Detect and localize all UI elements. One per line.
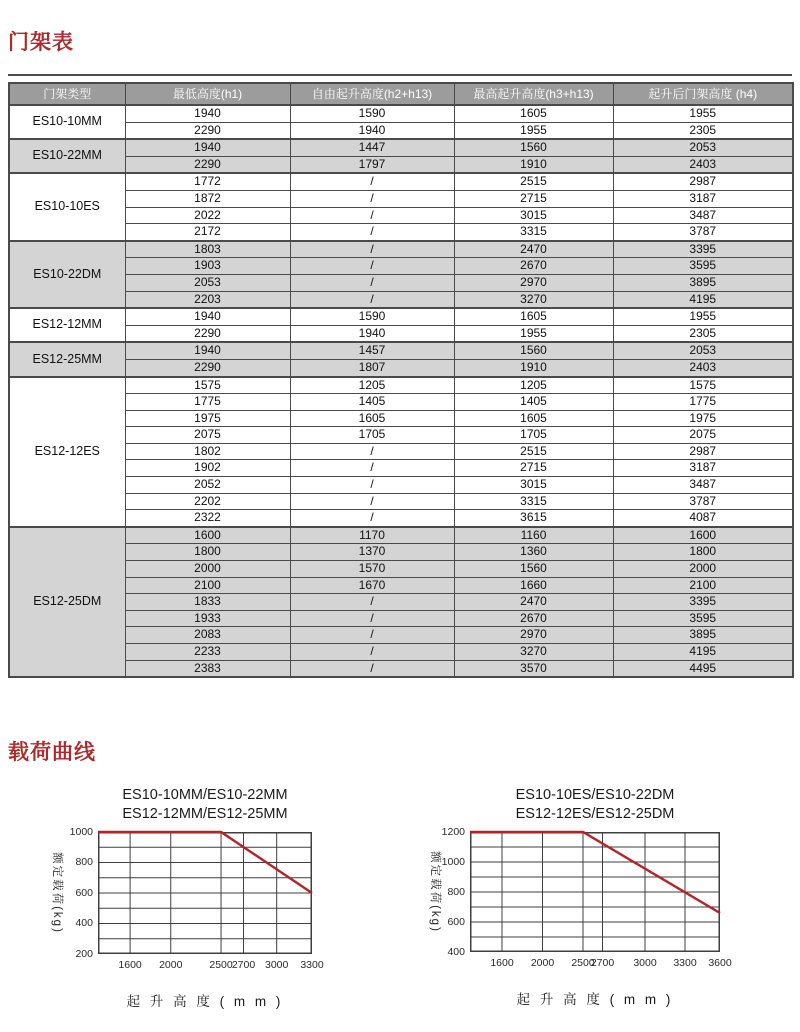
- value-cell: 1560: [454, 139, 613, 156]
- value-cell: 1575: [613, 377, 793, 394]
- value-cell: 2987: [613, 443, 793, 460]
- value-cell: 2305: [613, 325, 793, 342]
- plot-area: [470, 832, 720, 952]
- value-cell: 1705: [454, 427, 613, 444]
- horizontal-rule: [8, 74, 792, 76]
- value-cell: 2305: [613, 122, 793, 139]
- value-cell: 2290: [125, 325, 290, 342]
- value-cell: /: [290, 660, 454, 677]
- value-cell: 3895: [613, 627, 793, 644]
- table-row: [9, 139, 793, 156]
- value-cell: 2403: [613, 156, 793, 173]
- value-cell: 2202: [125, 493, 290, 510]
- model-cell: ES10-10MM: [9, 105, 125, 139]
- value-cell: 2670: [454, 258, 613, 275]
- value-cell: 1775: [125, 394, 290, 411]
- value-cell: 2203: [125, 291, 290, 308]
- chart-title-line: ES12-12ES/ES12-25DM: [515, 806, 675, 822]
- value-cell: /: [290, 610, 454, 627]
- value-cell: 1575: [125, 377, 290, 394]
- table-row: [9, 610, 793, 627]
- value-cell: 2383: [125, 660, 290, 677]
- value-cell: 2000: [613, 561, 793, 578]
- value-cell: /: [290, 627, 454, 644]
- table-row: [9, 460, 793, 477]
- table-row: [9, 561, 793, 578]
- value-cell: /: [290, 274, 454, 291]
- table-row: [9, 394, 793, 411]
- value-cell: 1590: [290, 105, 454, 122]
- column-header: 最高起升高度(h3+h13): [454, 83, 613, 105]
- y-tick-label: 600: [75, 886, 93, 899]
- y-axis-label: 额定载荷(kg): [51, 852, 63, 934]
- value-cell: /: [290, 190, 454, 207]
- x-tick-label: 1600: [490, 957, 514, 969]
- x-tick-label: 2700: [231, 959, 256, 971]
- value-cell: 2970: [454, 274, 613, 291]
- column-header: 起升后门架高度 (h4): [613, 83, 793, 105]
- table-row: [9, 342, 793, 359]
- load-curves-title: 载荷曲线: [8, 741, 96, 764]
- value-cell: 2403: [613, 359, 793, 376]
- value-cell: 2053: [613, 139, 793, 156]
- value-cell: 1803: [125, 241, 290, 258]
- value-cell: 4495: [613, 660, 793, 677]
- value-cell: 3187: [613, 460, 793, 477]
- value-cell: 2515: [454, 443, 613, 460]
- value-cell: 1955: [454, 122, 613, 139]
- table-row: [9, 660, 793, 677]
- value-cell: /: [290, 258, 454, 275]
- value-cell: 2100: [613, 577, 793, 594]
- value-cell: 3270: [454, 291, 613, 308]
- value-cell: /: [290, 291, 454, 308]
- value-cell: 3315: [454, 493, 613, 510]
- plot-area: [98, 832, 312, 954]
- value-cell: 1940: [125, 308, 290, 325]
- value-cell: /: [290, 224, 454, 241]
- model-cell: ES12-25MM: [9, 342, 125, 376]
- model-cell: ES12-12MM: [9, 308, 125, 342]
- value-cell: /: [290, 241, 454, 258]
- x-axis-label: 起 升 高 度 ( m m ): [126, 994, 284, 1009]
- value-cell: 3615: [454, 510, 613, 527]
- value-cell: 2715: [454, 460, 613, 477]
- value-cell: 1955: [613, 308, 793, 325]
- value-cell: 3015: [454, 477, 613, 494]
- model-cell: ES10-22MM: [9, 139, 125, 173]
- value-cell: 2515: [454, 173, 613, 190]
- value-cell: 1872: [125, 190, 290, 207]
- x-tick-label: 3300: [300, 959, 324, 971]
- value-cell: /: [290, 510, 454, 527]
- model-cell: ES10-10ES: [9, 173, 125, 240]
- y-axis-label: 额定载荷(kg): [429, 851, 441, 933]
- value-cell: 1802: [125, 443, 290, 460]
- value-cell: 1205: [454, 377, 613, 394]
- value-cell: 1975: [613, 410, 793, 427]
- value-cell: 2053: [125, 274, 290, 291]
- value-cell: 1902: [125, 460, 290, 477]
- value-cell: 1447: [290, 139, 454, 156]
- value-cell: 1405: [290, 394, 454, 411]
- value-cell: 1955: [454, 325, 613, 342]
- value-cell: 3187: [613, 190, 793, 207]
- value-cell: /: [290, 443, 454, 460]
- chart-title: [470, 786, 720, 824]
- model-cell: ES12-12ES: [9, 377, 125, 527]
- table-row: [9, 644, 793, 661]
- value-cell: 2987: [613, 173, 793, 190]
- table-row: [9, 577, 793, 594]
- table-row: [9, 410, 793, 427]
- table-row: [9, 493, 793, 510]
- table-row: [9, 207, 793, 224]
- value-cell: 3787: [613, 493, 793, 510]
- y-tick-label: 200: [75, 947, 93, 960]
- value-cell: 3015: [454, 207, 613, 224]
- value-cell: 1955: [613, 105, 793, 122]
- x-tick-label: 2500: [571, 957, 595, 969]
- value-cell: 4087: [613, 510, 793, 527]
- value-cell: 3395: [613, 241, 793, 258]
- value-cell: 2100: [125, 577, 290, 594]
- y-tick-label: 400: [75, 917, 93, 929]
- table-row: [9, 594, 793, 611]
- chart-title: [98, 786, 312, 824]
- value-cell: 2322: [125, 510, 290, 527]
- value-cell: 1605: [454, 410, 613, 427]
- value-cell: 1940: [290, 325, 454, 342]
- value-cell: 1797: [290, 156, 454, 173]
- value-cell: 3595: [613, 610, 793, 627]
- value-cell: /: [290, 477, 454, 494]
- value-cell: 2172: [125, 224, 290, 241]
- x-tick-label: 3600: [708, 957, 732, 969]
- value-cell: /: [290, 493, 454, 510]
- x-tick-label: 3000: [633, 957, 657, 969]
- y-tick-label: 1000: [441, 855, 465, 868]
- value-cell: 1933: [125, 610, 290, 627]
- table-row: [9, 377, 793, 394]
- value-cell: 2000: [125, 561, 290, 578]
- x-tick-label: 1600: [118, 959, 142, 971]
- value-cell: 3487: [613, 477, 793, 494]
- column-header: 最低高度(h1): [125, 83, 290, 105]
- table-row: [9, 122, 793, 139]
- value-cell: 1605: [454, 308, 613, 325]
- table-header: [9, 83, 793, 105]
- table-row: [9, 510, 793, 527]
- model-cell: ES12-25DM: [9, 527, 125, 677]
- value-cell: 2290: [125, 122, 290, 139]
- x-tick-label: 3000: [265, 959, 289, 971]
- value-cell: 2290: [125, 359, 290, 376]
- value-cell: 1670: [290, 577, 454, 594]
- value-cell: 1360: [454, 544, 613, 561]
- table-row: [9, 544, 793, 561]
- mast-spec-table: [8, 82, 794, 678]
- value-cell: 1807: [290, 359, 454, 376]
- value-cell: 3315: [454, 224, 613, 241]
- column-header: 门架类型: [9, 83, 125, 105]
- value-cell: 1570: [290, 561, 454, 578]
- value-cell: /: [290, 594, 454, 611]
- value-cell: 1560: [454, 342, 613, 359]
- value-cell: 2083: [125, 627, 290, 644]
- table-row: [9, 359, 793, 376]
- y-tick-label: 800: [447, 885, 465, 898]
- value-cell: 1800: [125, 544, 290, 561]
- value-cell: 1560: [454, 561, 613, 578]
- chart-title-line: ES10-10ES/ES10-22DM: [515, 787, 675, 803]
- value-cell: 1457: [290, 342, 454, 359]
- table-row: [9, 477, 793, 494]
- value-cell: 1903: [125, 258, 290, 275]
- value-cell: 2970: [454, 627, 613, 644]
- x-tick-label: 3300: [673, 957, 697, 969]
- x-tick-label: 2500: [209, 959, 233, 971]
- value-cell: 1940: [125, 105, 290, 122]
- table-row: [9, 627, 793, 644]
- y-tick-label: 600: [447, 915, 465, 928]
- table-row: [9, 291, 793, 308]
- table-header-row: [9, 83, 793, 105]
- value-cell: 1910: [454, 359, 613, 376]
- value-cell: 1775: [613, 394, 793, 411]
- table-row: [9, 173, 793, 190]
- x-axis-label: 起 升 高 度 ( m m ): [516, 992, 674, 1007]
- value-cell: 1940: [125, 342, 290, 359]
- column-header: 自由起升高度(h2+h13): [290, 83, 454, 105]
- chart-title-line: ES12-12MM/ES12-25MM: [122, 806, 288, 822]
- y-tick-label: 400: [447, 945, 465, 958]
- table-row: [9, 443, 793, 460]
- value-cell: /: [290, 173, 454, 190]
- table-row: [9, 308, 793, 325]
- value-cell: 1910: [454, 156, 613, 173]
- value-cell: 2470: [454, 594, 613, 611]
- y-tick-label: 1200: [441, 825, 465, 838]
- value-cell: 1600: [613, 527, 793, 544]
- x-tick-label: 2000: [530, 957, 555, 969]
- value-cell: 1205: [290, 377, 454, 394]
- value-cell: 1170: [290, 527, 454, 544]
- table-row: [9, 156, 793, 173]
- table-row: [9, 190, 793, 207]
- value-cell: 2075: [125, 427, 290, 444]
- value-cell: 2022: [125, 207, 290, 224]
- x-tick-label: 2700: [590, 957, 615, 969]
- value-cell: 1160: [454, 527, 613, 544]
- value-cell: 1600: [125, 527, 290, 544]
- value-cell: 2290: [125, 156, 290, 173]
- mast-table-title: 门架表: [8, 31, 74, 54]
- value-cell: 1705: [290, 427, 454, 444]
- value-cell: 1660: [454, 577, 613, 594]
- value-cell: 1940: [125, 139, 290, 156]
- value-cell: 1605: [454, 105, 613, 122]
- value-cell: 1405: [454, 394, 613, 411]
- value-cell: 3270: [454, 644, 613, 661]
- value-cell: 3895: [613, 274, 793, 291]
- value-cell: 3570: [454, 660, 613, 677]
- value-cell: 2233: [125, 644, 290, 661]
- value-cell: 2670: [454, 610, 613, 627]
- value-cell: 1772: [125, 173, 290, 190]
- value-cell: 2075: [613, 427, 793, 444]
- value-cell: 2053: [613, 342, 793, 359]
- value-cell: /: [290, 207, 454, 224]
- load-curve-chart-es-dm: [408, 786, 738, 1026]
- y-tick-label: 800: [75, 856, 93, 868]
- value-cell: 3787: [613, 224, 793, 241]
- value-cell: 1833: [125, 594, 290, 611]
- table-row: [9, 274, 793, 291]
- value-cell: 1590: [290, 308, 454, 325]
- table-row: [9, 258, 793, 275]
- table-row: [9, 105, 793, 122]
- x-tick-label: 2000: [159, 959, 183, 971]
- value-cell: 1370: [290, 544, 454, 561]
- value-cell: 3487: [613, 207, 793, 224]
- value-cell: 2052: [125, 477, 290, 494]
- value-cell: 4195: [613, 644, 793, 661]
- table-row: [9, 527, 793, 544]
- chart-title-line: ES10-10MM/ES10-22MM: [122, 787, 288, 803]
- value-cell: 1975: [125, 410, 290, 427]
- table-row: [9, 224, 793, 241]
- model-cell: ES10-22DM: [9, 241, 125, 308]
- value-cell: 1800: [613, 544, 793, 561]
- y-tick-label: 1000: [69, 825, 93, 838]
- value-cell: 4195: [613, 291, 793, 308]
- value-cell: 1940: [290, 122, 454, 139]
- value-cell: /: [290, 460, 454, 477]
- value-cell: 2715: [454, 190, 613, 207]
- value-cell: 3595: [613, 258, 793, 275]
- table-row: [9, 241, 793, 258]
- value-cell: 2470: [454, 241, 613, 258]
- table-row: [9, 427, 793, 444]
- table-row: [9, 325, 793, 342]
- value-cell: 3395: [613, 594, 793, 611]
- table-body: [9, 105, 793, 677]
- load-curve-chart-mm: [40, 786, 355, 1026]
- value-cell: 1605: [290, 410, 454, 427]
- value-cell: /: [290, 644, 454, 661]
